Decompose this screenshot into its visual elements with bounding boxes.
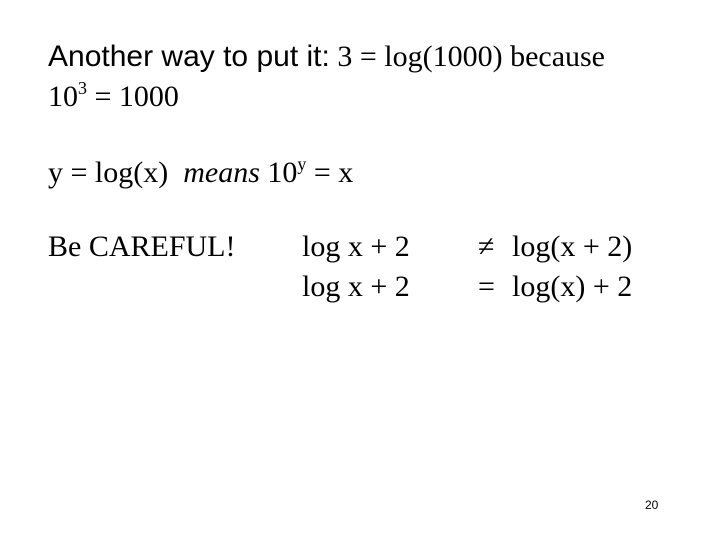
page-number: 20 bbox=[645, 498, 659, 512]
definition-exponent: y bbox=[297, 154, 307, 174]
statement-equation: 3 = log(1000) because bbox=[329, 40, 605, 73]
definition-line bbox=[48, 156, 353, 193]
careful-row2-right: log(x) + 2 bbox=[512, 270, 633, 303]
not-equal-symbol: ≠ bbox=[478, 230, 495, 263]
careful-row1-right: log(x + 2) bbox=[512, 230, 633, 263]
definition-base: 10 bbox=[267, 156, 298, 189]
power-base: 10 bbox=[48, 80, 78, 113]
power-result: = 1000 bbox=[87, 80, 179, 113]
equal-symbol: = bbox=[478, 270, 495, 303]
careful-row2-left: log x + 2 bbox=[302, 270, 410, 303]
statement-lead: Another way to put it: bbox=[48, 40, 330, 73]
statement-line-2 bbox=[48, 80, 179, 117]
definition-rhs: = x bbox=[306, 156, 354, 189]
careful-row1-left: log x + 2 bbox=[302, 230, 410, 263]
definition-lhs: y = log(x) bbox=[48, 156, 169, 189]
careful-label: Be CAREFUL! bbox=[48, 230, 236, 263]
power-exponent: 3 bbox=[78, 78, 87, 98]
definition-word: means bbox=[183, 156, 260, 189]
statement-line-1 bbox=[48, 40, 605, 74]
